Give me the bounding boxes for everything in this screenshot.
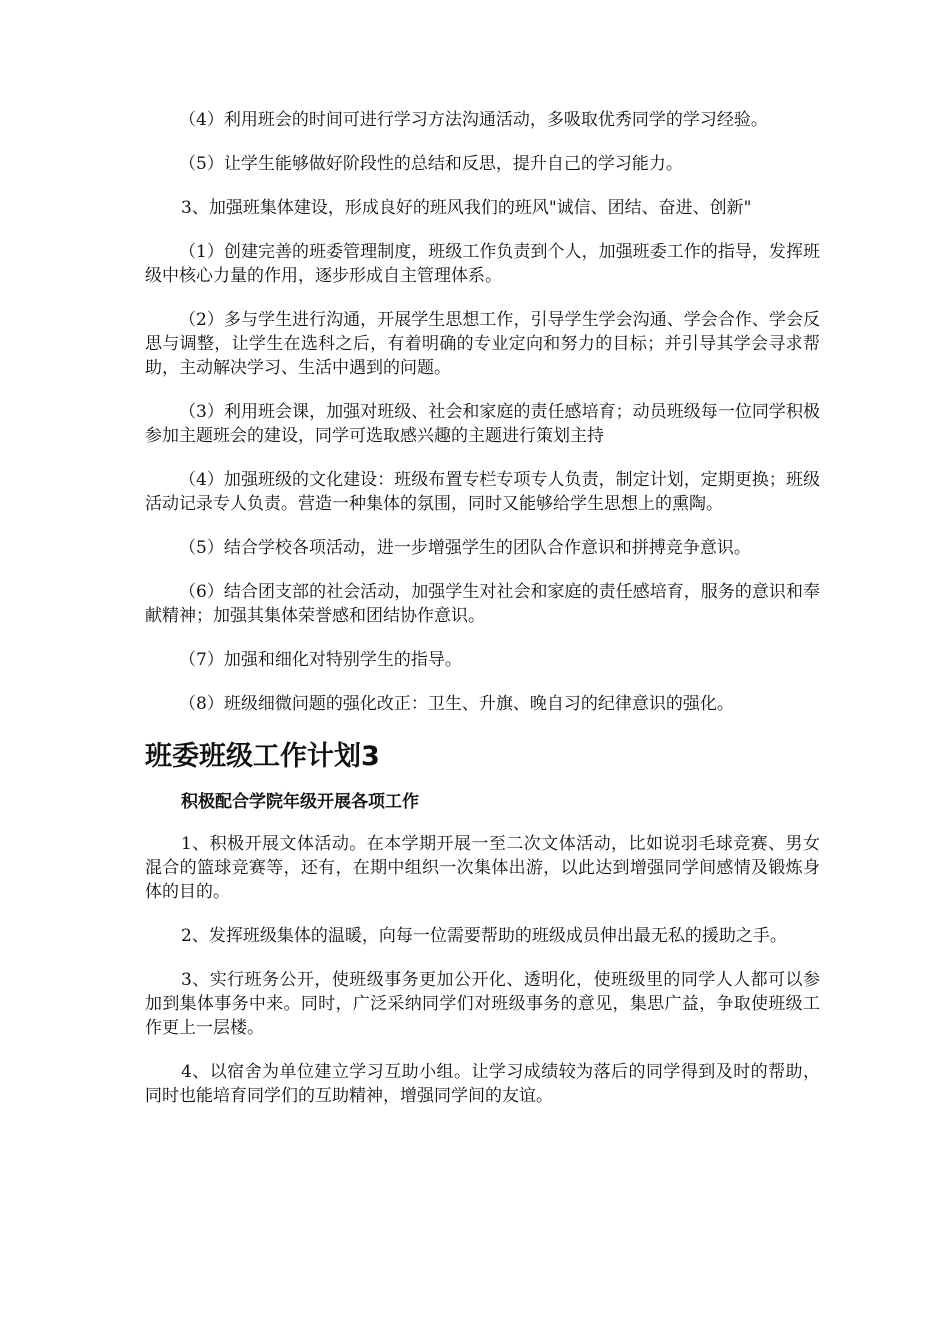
paragraph: 3、实行班务公开，使班级事务更加公开化、透明化，使班级里的同学人人都可以参加到集体事务中来。同时，广泛采纳同学们对班级事务的意见，集思广益，争取使班级工作更上一层楼。 [145, 970, 820, 1038]
paragraph: （2）多与学生进行沟通，开展学生思想工作，引导学生学会沟通、学会合作、学会反思与调整，让学生在选科之后，有着明确的专业定向和努力的目标；并引导其学会寻求帮助，主动解决学习、生活中遇到的问题。 [145, 310, 820, 378]
paragraph: （4）利用班会的时间可进行学习方法沟通活动，多吸取优秀同学的学习经验。 [179, 110, 768, 130]
paragraph: 4、以宿舍为单位建立学习互助小组。让学习成绩较为落后的同学得到及时的帮助，同时也能培育同学们的互助精神，增强同学间的友谊。 [145, 1062, 820, 1106]
section-heading: 班委班级工作计划3 [145, 741, 380, 772]
paragraph: （5）让学生能够做好阶段性的总结和反思，提升自己的学习能力。 [179, 154, 683, 174]
paragraph: （8）班级细微问题的强化改正：卫生、升旗、晚自习的纪律意识的强化。 [179, 694, 734, 714]
paragraph: （4）加强班级的文化建设：班级布置专栏专项专人负责，制定计划，定期更换；班级活动记录专人负责。营造一种集体的氛围，同时又能够给学生思想上的熏陶。 [145, 470, 820, 514]
paragraph: （3）利用班会课，加强对班级、社会和家庭的责任感培育；动员班级每一位同学积极参加主题班会的建设，同学可选取感兴趣的主题进行策划主持 [145, 402, 820, 446]
paragraph: （6）结合团支部的社会活动，加强学生对社会和家庭的责任感培育，服务的意识和奉献精神；加强其集体荣誉感和团结协作意识。 [145, 582, 820, 626]
paragraph: 1、积极开展文体活动。在本学期开展一至二次文体活动，比如说羽毛球竞赛、男女混合的篮球竞赛等，还有，在期中组织一次集体出游，以此达到增强同学间感情及锻炼身体的目的。 [145, 834, 820, 902]
paragraph: 3、加强班集体建设，形成良好的班风我们的班风"诚信、团结、奋进、创新" [181, 198, 752, 218]
section-subheading: 积极配合学院年级开展各项工作 [181, 792, 419, 812]
document-page [145, 108, 820, 1128]
paragraph: （5）结合学校各项活动，进一步增强学生的团队合作意识和拼搏竞争意识。 [179, 538, 751, 558]
paragraph: （7）加强和细化对特别学生的指导。 [179, 650, 462, 670]
paragraph: 2、发挥班级集体的温暖，向每一位需要帮助的班级成员伸出最无私的援助之手。 [181, 926, 787, 946]
paragraph: （1）创建完善的班委管理制度，班级工作负责到个人，加强班委工作的指导，发挥班级中核心力量的作用，逐步形成自主管理体系。 [145, 242, 820, 286]
